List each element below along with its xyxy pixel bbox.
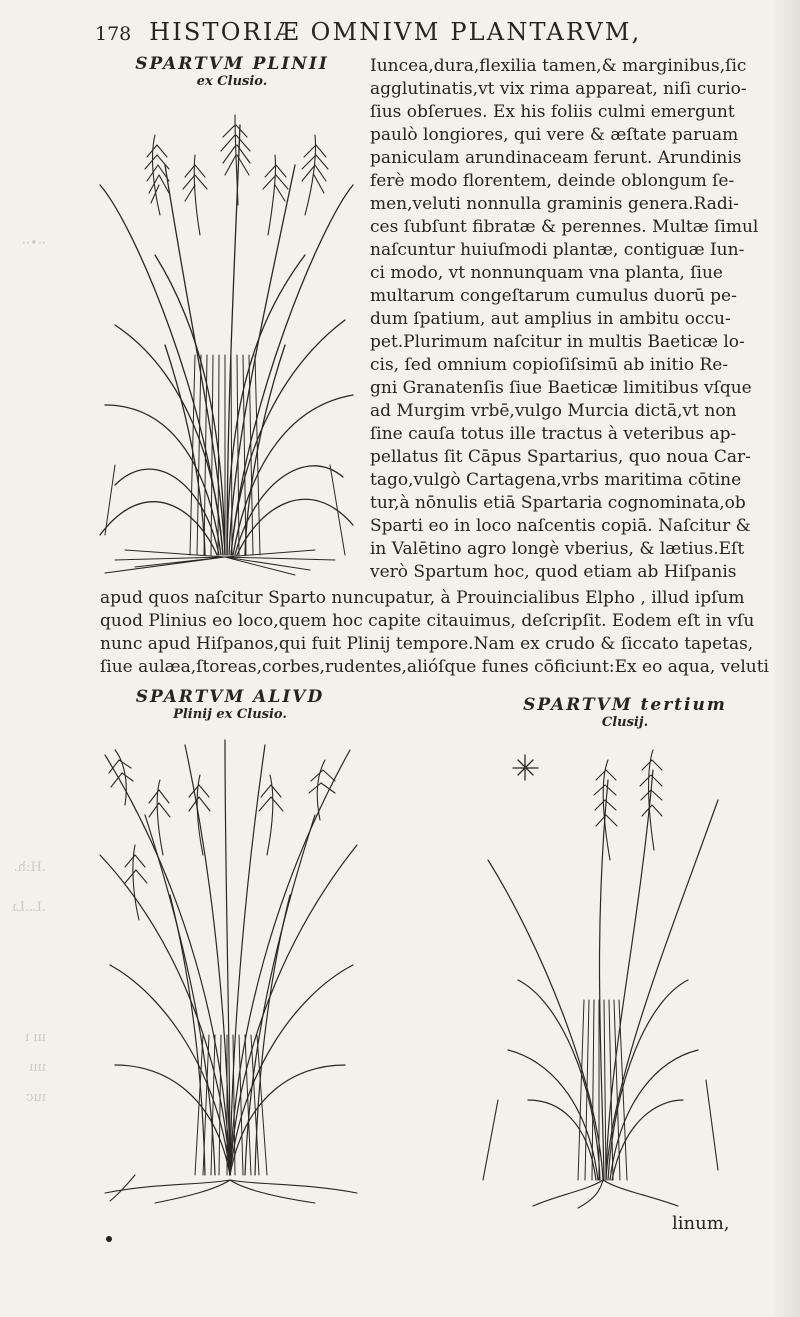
text-line: verò Spartum hoc, quod etiam ab Hiſpanis — [370, 562, 737, 582]
text-line: quod Plinius eo loco,quem hoc capite citauimus, deſcripſit. Eodem eſt in vſu — [100, 611, 755, 631]
text-line: in Valētino agro longè vberius, & lætius.Eſt — [370, 539, 745, 559]
text-line: agglutinatis,vt vix rima appareat, niſi curio- — [370, 79, 747, 99]
figure-caption-source: ex Clusio. — [196, 73, 268, 89]
text-line: cis, ſed omnium copioſiſsimū ab initio Re- — [370, 355, 729, 375]
text-line: ces ſubſunt fibratæ & perennes. Multæ ſimul — [370, 217, 759, 237]
text-line: apud quos naſcitur Sparto nuncupatur, à Prouincialibus Elpho , illud ipſum — [100, 588, 745, 608]
page-number: 178 — [95, 23, 132, 45]
grass-tuft-illustration — [95, 735, 365, 1205]
bleed-through-mark: .L..Lı — [12, 900, 46, 915]
text-line: nunc apud Hiſpanos,qui fuit Plinij tempore.Nam ex crudo & ſiccato tapetas, — [100, 634, 754, 654]
figure-caption — [110, 688, 350, 722]
running-head — [95, 18, 655, 46]
grass-spike-illustration — [478, 740, 728, 1210]
figure-caption — [112, 55, 352, 89]
page-edge-shadow — [772, 0, 800, 1317]
text-line: ſiue aulæa,ſtoreas,corbes,rudentes,alióſque funes cōficiunt:Ex eo aqua, veluti — [100, 657, 769, 677]
catchword: linum, — [672, 1213, 730, 1234]
text-line: pet.Plurimum naſcitur in multis Baeticæ lo- — [370, 332, 745, 352]
text-line: dum ſpatium, aut amplius in ambitu occu- — [370, 309, 731, 329]
text-line: ſine cauſa totus ille tractus à veteribus ap- — [370, 424, 737, 444]
text-line: pellatus ſit Cāpus Spartarius, quo noua Car- — [370, 447, 751, 467]
text-line: paniculam arundinaceam ferunt. Arundinis — [370, 148, 742, 168]
text-line: naſcuntur huiuſmodi plantæ, contiguæ Iun- — [370, 240, 745, 260]
bleed-through-mark: ıııı — [29, 1060, 46, 1075]
grass-tuft-illustration — [95, 105, 360, 585]
text-line: gni Granatenſis ſiue Baeticæ limitibus vſque — [370, 378, 752, 398]
figure-caption-title: SPARTVM ALIVD — [135, 687, 325, 707]
figure-caption — [505, 696, 745, 730]
bleed-through-mark: ··•·· — [21, 236, 46, 251]
text-line: ſius obſerues. Ex his foliis culmi emergunt — [370, 102, 735, 122]
bleed-through-mark: .H:h. — [13, 860, 46, 875]
text-line: Iuncea,dura,flexilia tamen,& marginibus,ſic — [370, 56, 747, 76]
text-line: multarum congeſtarum cumulus duorū pe- — [370, 286, 737, 306]
text-line: men,veluti nonnulla graminis genera.Radi- — [370, 194, 739, 214]
bleed-through-mark: ııı ı — [25, 1030, 46, 1045]
bleed-through-mark: ıuc — [26, 1090, 46, 1105]
text-line: tago,vulgò Cartagena,vrbs maritima cōtine — [370, 470, 742, 490]
text-line: tur,à nōnulis etiā Spartaria cognominata,ob — [370, 493, 746, 513]
running-head-title: HISTORIÆ OMNIVM PLANTARVM, — [149, 18, 642, 46]
text-line: paulò longiores, qui vere & æſtate paruam — [370, 125, 739, 145]
figure-caption-title: SPARTVM tertium — [523, 695, 727, 715]
figure-caption-title: SPARTVM PLINII — [135, 54, 329, 74]
text-line: ferè modo florentem, deinde oblongum ſe- — [370, 171, 735, 191]
text-line: ci modo, vt nonnunquam vna planta, ſiue — [370, 263, 723, 283]
text-line: ad Murgim vrbē,vulgo Murcia dictā,vt non — [370, 401, 737, 421]
printer-mark — [106, 1236, 112, 1242]
figure-caption-source: Plinij ex Clusio. — [173, 706, 287, 722]
figure-caption-source: Clusij. — [601, 714, 649, 730]
text-line: Sparti eo in loco naſcentis copiā. Naſcitur & — [370, 516, 751, 536]
